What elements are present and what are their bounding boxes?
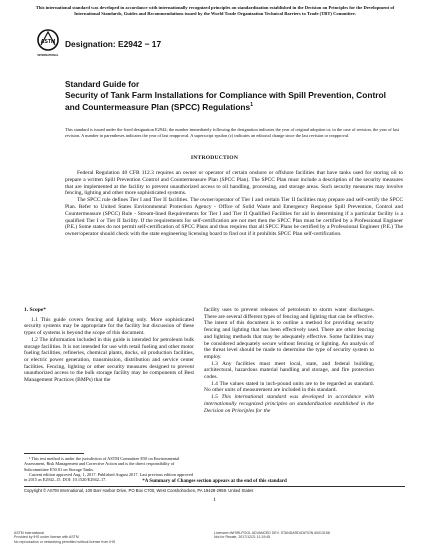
introduction-heading: INTRODUCTION bbox=[190, 155, 239, 161]
footnote-divider bbox=[24, 453, 84, 454]
license-left bbox=[14, 531, 194, 544]
left-column bbox=[24, 307, 194, 384]
copyright-divider bbox=[24, 486, 405, 487]
scope-paragraph-wto: 1.5 This international standard was developed in accordance with internationally recognized principles on standardization established in the Decision on Principles for the bbox=[204, 394, 374, 414]
license-line: Provided by IHS under license with ASTM bbox=[14, 535, 79, 540]
license-line: Licensee=WHIRLPOOL ADVANCED DEV. STANDARDIZATION 60013158 bbox=[214, 531, 330, 535]
introduction-body bbox=[65, 170, 403, 238]
scope-paragraph: 1.3 Any facilities must meet local, state, and federal building, architectural, hazardous material handling and storage, and fire protection codes. bbox=[204, 360, 374, 381]
scope-paragraph: 1.4 The values stated in inch-pound units are to be regarded as standard. No other units of measurement are included in this standard. bbox=[204, 380, 374, 394]
scope-paragraph: 1.2 The information included in this guide is intended for petroleum bulk storage facilities. It is not intended for use with retail fueling and other motor fueling facilities, refineries, chemical plants, docks, oil production facilities, or electric power generation, transmission, distribution and service center facilities. Fencing, lighting or other security measures designed to prevent unauthorized access to the bulk storage facility may be components of Best Management Practices (BMPs) that the bbox=[24, 336, 194, 384]
summary-of-changes-notice: *A Summary of Changes section appears at the end of this standard bbox=[142, 479, 287, 484]
footnote: ¹ This test method is under the jurisdiction of ASTM Committee E50 on Environmental Assessment, Risk Management and Corrective Action and is the direct responsibility of Subcommittee E50.01 on Storage Tanks. bbox=[24, 456, 180, 472]
scope-paragraph-continued: facility uses to prevent releases of petroleum to storm water discharges. There are several different types of fencing and lighting that can be effective. The intent of this document is to outline a method for providing security fencing and lighting that has been effectively used. There are other fencing and lighting methods that may be adequately effective. Some facilities may be considered adequately secure without fencing or lighting. An analysis of the threat level should be made to determine the type of security system to employ. bbox=[204, 307, 374, 360]
document-title bbox=[65, 90, 395, 113]
designation: Designation: E2942 − 17 bbox=[65, 39, 162, 49]
intro-paragraph: Federal Regulation 40 CFR 112.3 requires an owner or operator of certain onshore or offshore facilities that have tanks used for storing oil to prepare a written Spill Prevention Control and Countermeasure Plan (SPCC Plan). The SPCC Plan must include a description of the security measures that are implemented at the facility to prevent unauthorized access to oil handling, processing, and storage areas. Such security measures may involve fencing, lighting and other more sophisticated systems. bbox=[65, 170, 403, 197]
standard-label: Standard Guide for bbox=[65, 80, 140, 89]
intro-paragraph: The SPCC rule defines Tier I and Tier II facilities. The owner/operator of Tier I and certain Tier II facilities may prepare and self-certify the SPCC Plan. Refer to United States Environmental Protection Agency - Office of Solid Waste and Emergency Response Spill Prevention, Control and Countermeasure (SPCC) Rule - Stream-lined Requirements for Tier I and Tier II Qualified Facilities for aid in determining if a particular facility is a qualified Tier I or Tier II facility. If the requirements for self-certification are not met then the SPCC Plan must be certified by a Professional Engineer (P.E.) Some states do not permit self-certification of SPCC Plans and thus requires that all SPCC Plans be certified by a Professional Engineer (P.E.) The owner/operator should check with the state engineering licensing board to find out if it prohibits SPCC Plan self-certification. bbox=[65, 197, 403, 238]
logo-text: ASTM bbox=[40, 39, 56, 45]
logo-subtext: INTERNATIONAL bbox=[37, 54, 59, 57]
title-footnote-mark: 1 bbox=[250, 102, 253, 109]
scope-paragraph: 1.1 This guide covers fencing and lighting only. More sophisticated security systems may be appropriate for the facility but discussion of these types of systems is beyond the scope of this document. bbox=[24, 316, 194, 337]
license-right bbox=[214, 531, 414, 540]
license-line: Not for Resale, 2017/12/21 11:19:45 bbox=[214, 535, 271, 540]
page-number: 1 bbox=[213, 497, 216, 503]
issued-note: This standard is issued under the fixed designation E2942; the number immediately following the designation indicates the year of original adoption or, in the case of revision, the year of last revision. A number in parentheses indicates the year of last reapproval. A superscript epsilon (ε) indicates an editorial change since the last revision or reapproval. bbox=[65, 127, 399, 138]
astm-logo bbox=[37, 29, 59, 59]
footnote: Current edition approved Aug. 1, 2017. Published August 2017. Last previous edition approved in 2015 as E2942–15. DOI: 10.1520/E2942–17. bbox=[24, 471, 193, 483]
wto-notice: This international standard was developed in accordance with internationally recognized principles on standardization established in the Decision on Principles for the Development of International Standards, Guides and Recommendations issued by the World Trade Organization Technical Barriers to Trade (TBT) Committee. bbox=[35, 5, 395, 16]
scope-heading: 1. Scope* bbox=[24, 307, 46, 313]
copyright-line: Copyright © ASTM International, 100 Barr Harbor Drive, PO Box C700, West Conshohocken, PA 19428-2959. United States bbox=[24, 488, 254, 493]
title-text: Security of Tank Farm Installations for Compliance with Spill Prevention, Control and Countermeasure Plan (SPCC) Regulations bbox=[65, 90, 386, 113]
license-line: ASTM International bbox=[14, 531, 44, 535]
right-column bbox=[204, 307, 374, 414]
license-line: No reproduction or networking permitted without license from IHS bbox=[14, 539, 116, 544]
astm-logo-icon bbox=[37, 29, 59, 59]
